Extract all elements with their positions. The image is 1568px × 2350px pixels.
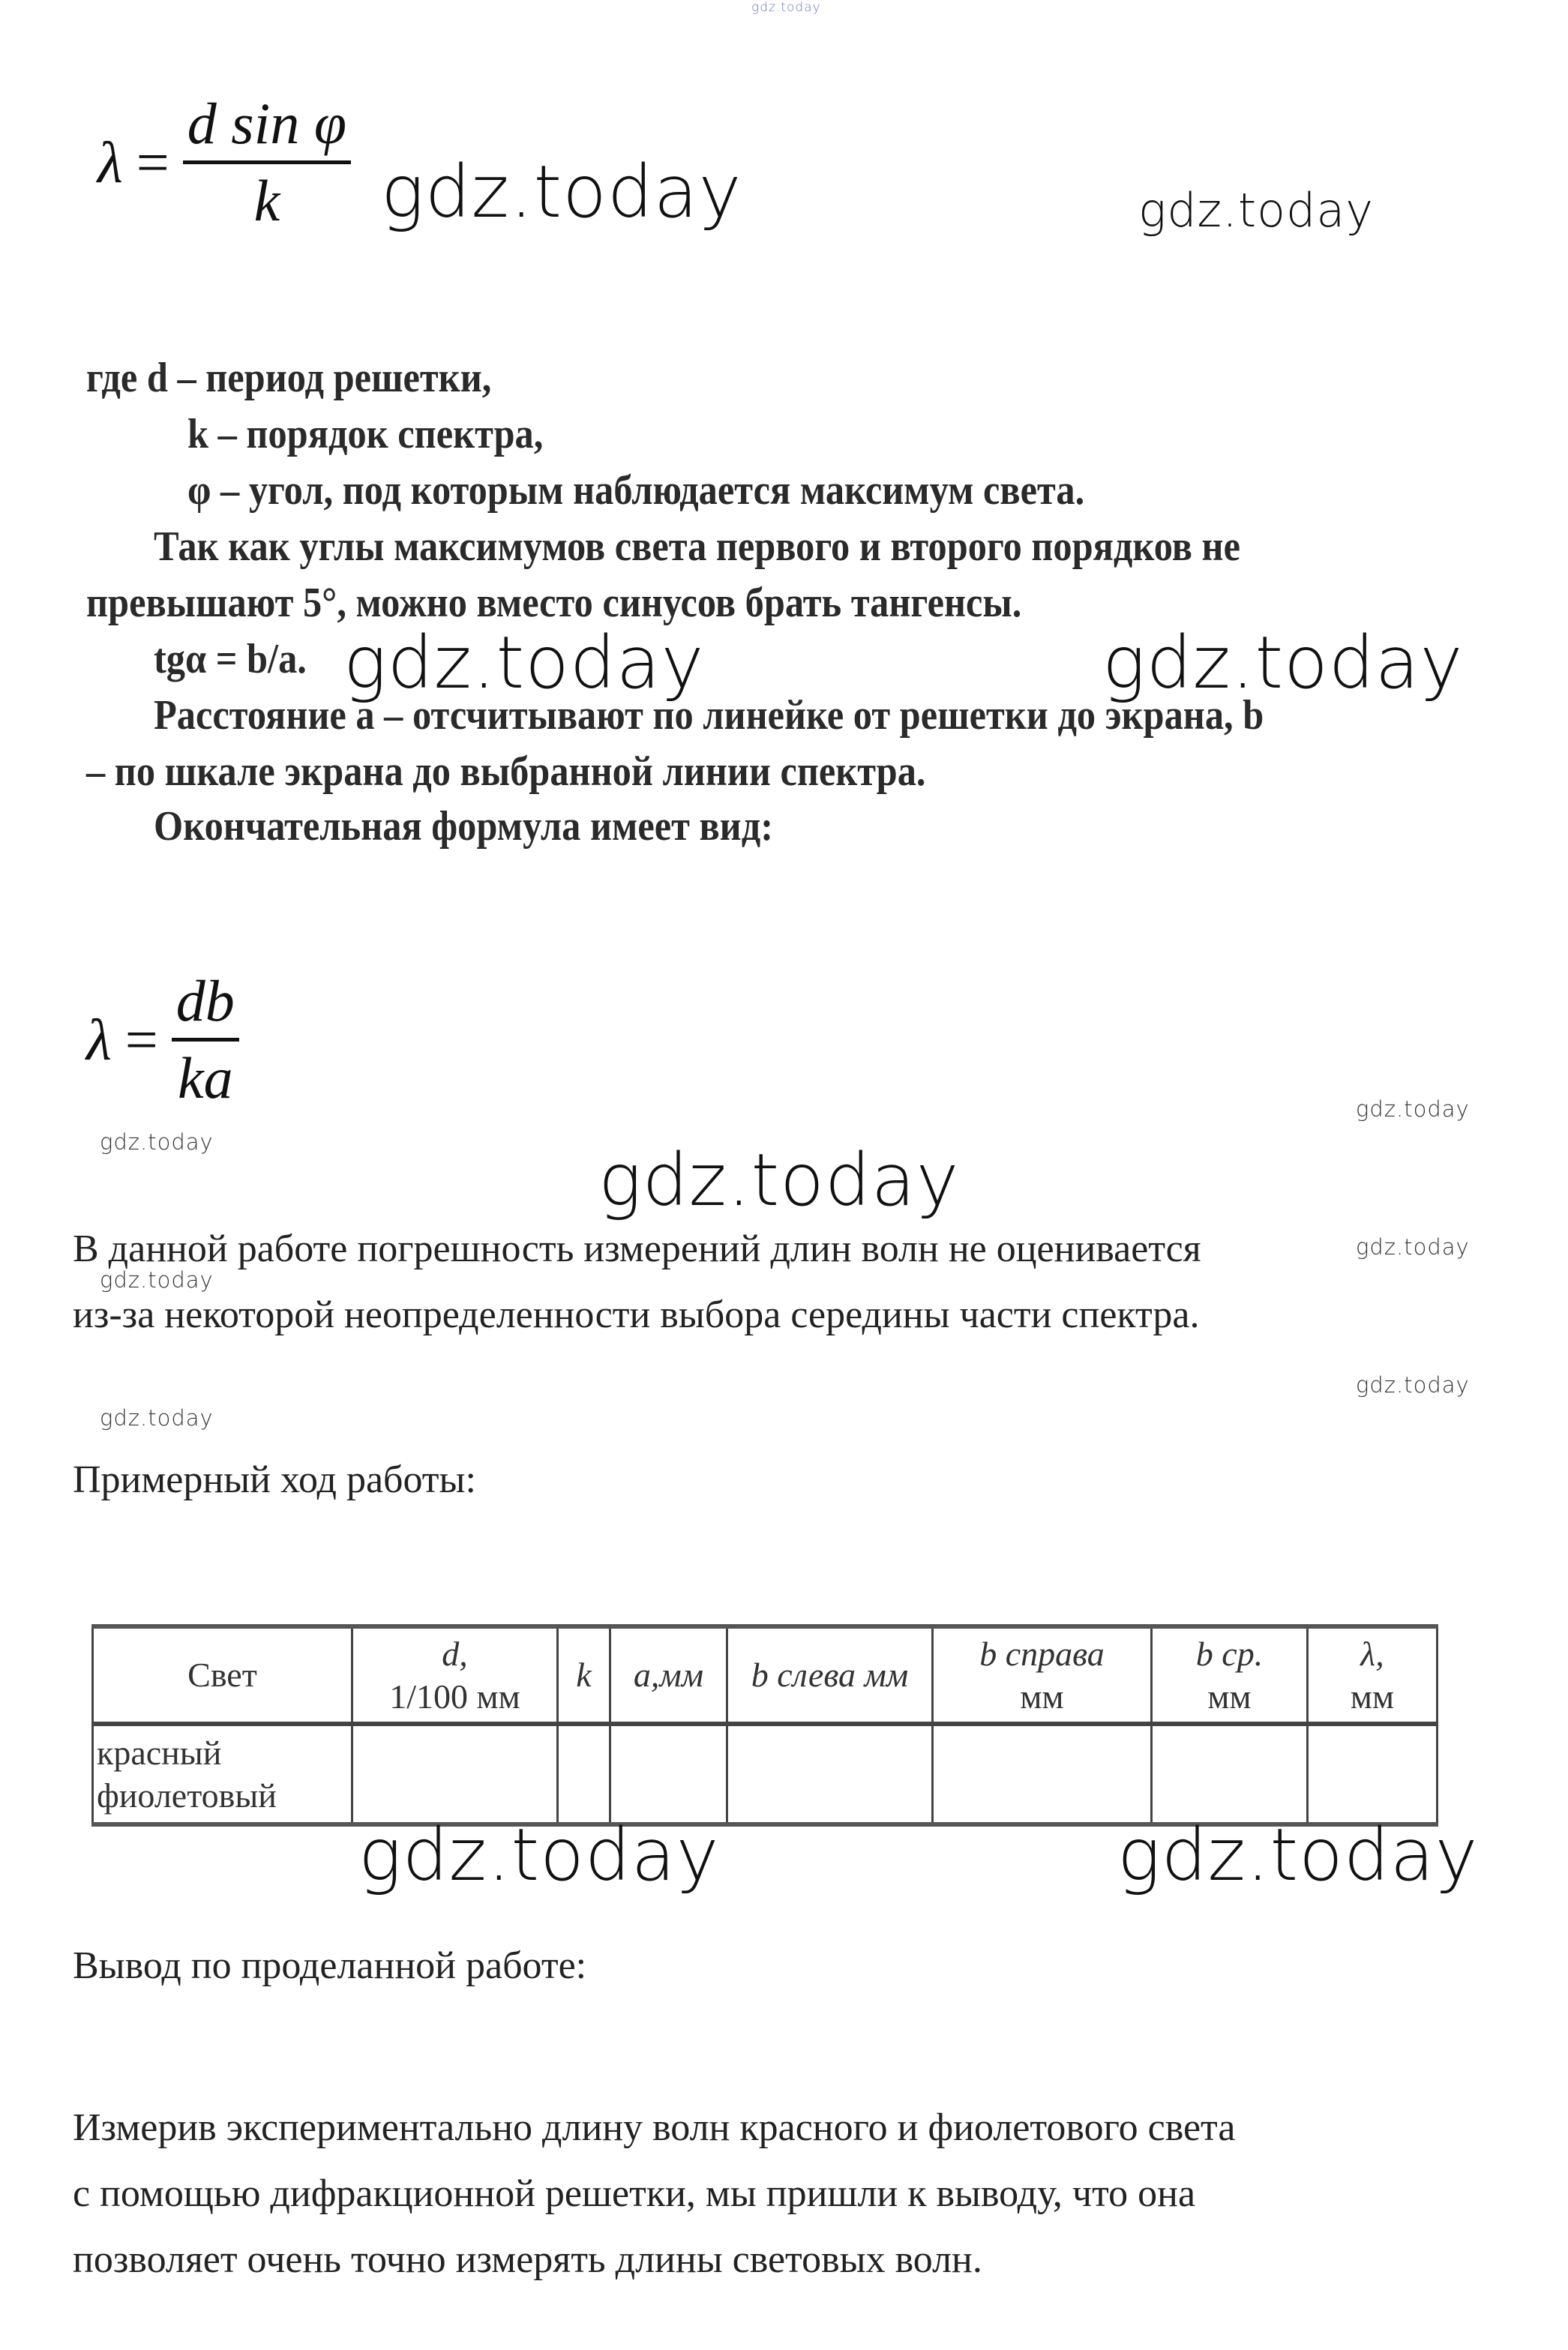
table-header-cell — [558, 1626, 610, 1724]
watermark: gdz.today — [1356, 1372, 1470, 1398]
definition-line: Окончательная формула имеет вид: — [154, 803, 773, 850]
formula-denominator: ka — [177, 1045, 233, 1111]
header-text: b слева мм — [751, 1656, 909, 1695]
watermark: gdz.today — [598, 1138, 960, 1222]
header-text: b справа — [979, 1634, 1105, 1673]
header-text: мм — [1350, 1677, 1395, 1716]
table-header-cell — [933, 1626, 1152, 1724]
watermark: gdz.today — [100, 1267, 214, 1293]
note-line: В данной работе погрешность измерений длин волн не оценивается — [73, 1227, 1201, 1270]
table-header-cell — [1308, 1626, 1438, 1724]
watermark: gdz.today — [381, 150, 742, 234]
definition-line: tgα = b/a. — [154, 636, 307, 682]
formula-wavelength-final — [86, 967, 239, 1112]
table-cell — [1152, 1724, 1308, 1824]
header-text: k — [576, 1656, 592, 1695]
formula-eq: = — [124, 1006, 158, 1072]
definition-line: k – порядок спектра, — [187, 411, 544, 457]
procedure-heading: Примерный ход работы: — [73, 1458, 476, 1501]
formula-eq: = — [136, 129, 169, 195]
watermark: gdz.today — [358, 1813, 720, 1897]
note-line: из-за некоторой неопределенности выбора середины части спектра. — [73, 1293, 1200, 1336]
header-text: a,мм — [633, 1656, 704, 1695]
watermark: gdz.today — [100, 1129, 214, 1155]
definition-line: где d – период решетки, — [86, 355, 492, 401]
table-cell — [610, 1724, 727, 1824]
definition-line: – по шкале экрана до выбранной линии спектра. — [86, 748, 926, 795]
table-header-cell — [352, 1626, 558, 1724]
table-cell — [1308, 1724, 1438, 1824]
definition-line: превышают 5°, можно вместо синусов брать тангенсы. — [86, 580, 1022, 626]
watermark: gdz.today — [1356, 1096, 1470, 1122]
formula-numerator: d sin φ — [183, 90, 351, 164]
table-cell — [933, 1724, 1152, 1824]
formula-lhs: λ — [86, 1006, 112, 1072]
formula-wavelength-sine — [97, 90, 351, 235]
table-cell — [558, 1724, 610, 1824]
header-text: мм — [1207, 1677, 1252, 1716]
header-text: λ, — [1360, 1634, 1384, 1673]
conclusion-heading: Вывод по проделанной работе: — [73, 1944, 587, 1987]
header-text: Свет — [187, 1656, 257, 1695]
formula-denominator: k — [253, 168, 280, 233]
table-row — [93, 1724, 1438, 1824]
table-cell — [727, 1724, 933, 1824]
watermark: gdz.today — [343, 621, 705, 705]
watermark: gdz.today — [751, 0, 821, 15]
header-text: b ср. — [1195, 1634, 1264, 1673]
watermark: gdz.today — [1138, 183, 1375, 238]
watermark: gdz.today — [1102, 621, 1464, 705]
watermark: gdz.today — [1356, 1234, 1470, 1260]
conclusion-line: позволяет очень точно измерять длины световых волн. — [73, 2238, 982, 2281]
watermark: gdz.today — [1117, 1813, 1479, 1897]
definition-line: Расстояние a – отсчитывают по линейке от решетки до экрана, b — [154, 692, 1264, 739]
conclusion-line: с помощью дифракционной решетки, мы пришли к выводу, что она — [73, 2172, 1196, 2215]
definition-line: φ – угол, под которым наблюдается максимум света. — [187, 467, 1085, 514]
formula-numerator: db — [172, 967, 239, 1042]
table-header-cell — [1152, 1626, 1308, 1724]
conclusion-line: Измерив экспериментально длину волн красного и фиолетового света — [73, 2106, 1236, 2149]
measurement-table — [91, 1624, 1438, 1827]
formula-lhs: λ — [97, 129, 123, 195]
watermark: gdz.today — [100, 1405, 214, 1431]
table-header-cell — [610, 1626, 727, 1724]
header-text: 1/100 мм — [389, 1677, 520, 1716]
definition-line: Так как углы максимумов света первого и второго порядков не — [154, 523, 1240, 570]
table-header-cell — [93, 1626, 352, 1724]
header-text: мм — [1020, 1677, 1064, 1716]
table-header-cell — [727, 1626, 933, 1724]
header-text: d, — [442, 1634, 468, 1673]
table-cell: красный фиолетовый — [93, 1724, 352, 1824]
table-cell — [352, 1724, 558, 1824]
